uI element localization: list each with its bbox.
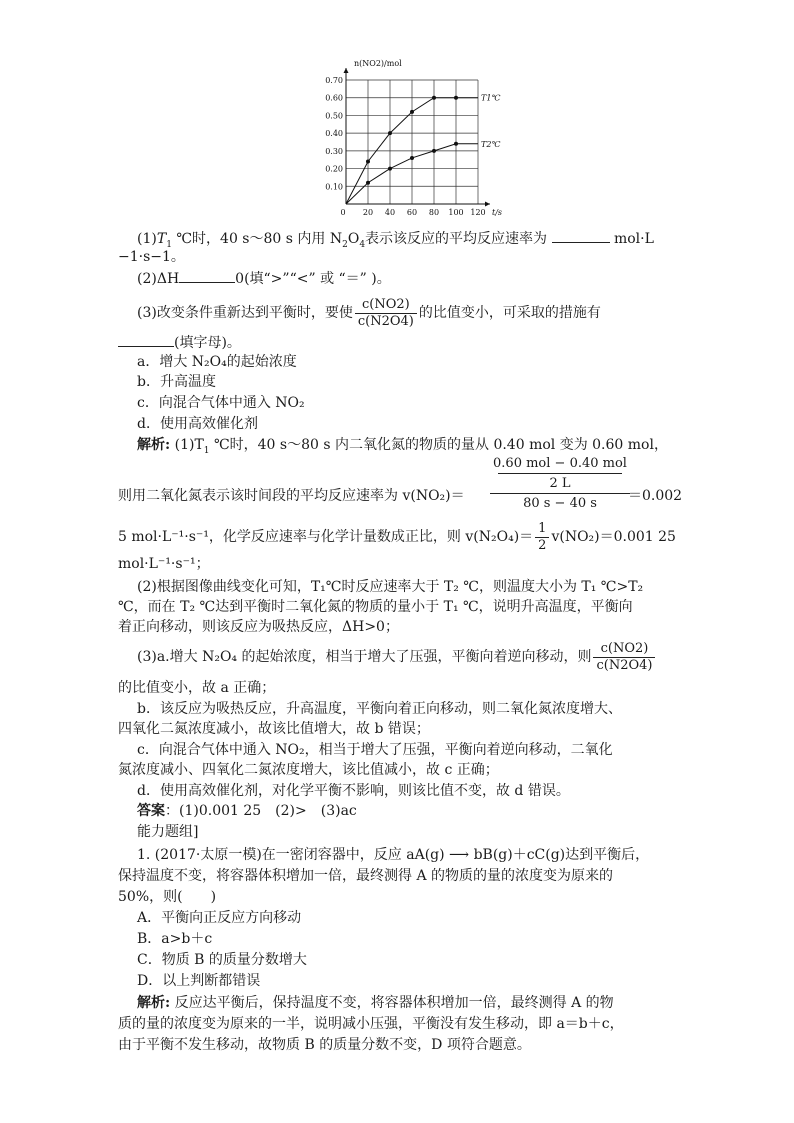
q1-text-d: 表示该反应的平均反应速率为 <box>365 231 548 247</box>
y-axis-label: n(NO2)/mol <box>354 59 402 68</box>
rate-fraction <box>490 454 630 513</box>
analysis-label: 解析: <box>137 437 171 453</box>
series-1-point-4 <box>432 149 436 153</box>
y-tick-0.60: 0.60 <box>325 93 343 103</box>
q1-unit: mol·L <box>613 231 654 247</box>
y-axis-arrow <box>344 68 349 73</box>
x-tick-100: 100 <box>448 208 464 217</box>
series-label-1: T2℃ <box>481 139 501 149</box>
q3-fraction <box>355 297 417 330</box>
analysis-p1-sub: 1 <box>203 445 210 456</box>
analysis-p3a: (3)a.增大 N₂O₄ 的起始浓度，相当于增大了压强，平衡向着逆向移动，则 <box>137 649 592 665</box>
series-0-point-1 <box>366 159 370 163</box>
half-fraction <box>535 521 549 554</box>
rate-frac-top: 0.60 mol − 0.40 mol <box>493 456 627 471</box>
x-tick-40: 40 <box>384 208 396 217</box>
p3-fraction <box>593 641 655 674</box>
analysis-p1b: ℃时，40 s～80 s 内二氧化氮的物质的量从 0.40 mol 变为 0.60 mol， <box>209 437 668 453</box>
analysis2-l1: 反应达平衡后，保持温度不变，将容器体积增加一倍，最终测得 A 的物 <box>170 995 614 1011</box>
analysis-line-p3 <box>137 640 657 674</box>
option-b: b．升高温度 <box>137 374 216 390</box>
analysis-p3g: d．使用高效催化剂，对化学平衡不影响，则该比值不变，故 d 错误。 <box>137 783 570 799</box>
analysis-p2a: (2)根据图像曲线变化可知，T₁℃时反应速率大于 T₂ ℃，则温度大小为 T₁ ℃>T₂ <box>137 579 644 595</box>
answer-text: ：(1)0.001 25 (2)> (3)ac <box>165 803 357 819</box>
q1-T-sub: 1 <box>166 239 172 250</box>
q1-sub-1: 2 <box>342 239 348 250</box>
q1-answer-blank[interactable] <box>552 228 610 243</box>
analysis-p3f: 氮浓度减小、四氧化二氮浓度增大，该比值减小，故 c 正确； <box>118 762 499 778</box>
y-tick-0.10: 0.10 <box>325 182 343 192</box>
q2-answer-blank[interactable] <box>179 268 235 283</box>
rate-frac-bot: 80 s − 40 s <box>523 496 597 511</box>
q3-line2-text: (填字母)。 <box>174 335 241 351</box>
q3-line2 <box>118 332 241 353</box>
question-3 <box>137 296 601 330</box>
y-tick-0.70: 0.70 <box>325 76 343 85</box>
analysis-p1d: ＝0.002 <box>628 488 683 504</box>
next-question-line-3: 50%，则( ) <box>118 889 217 905</box>
x-tick-80: 80 <box>428 208 440 217</box>
x-tick-60: 60 <box>406 208 418 217</box>
analysis-p1c: 则用二氧化氮表示该时间段的平均反应速率为 v(NO₂)＝ <box>118 488 465 504</box>
analysis-p3d: 四氧化二氮浓度减小，故该比值增大，故 b 错误； <box>118 721 430 737</box>
analysis2-l2: 质的量的浓度变为原来的一半，说明减小压强，平衡没有发生移动，即 a＝b＋c， <box>118 1016 624 1032</box>
analysis2-l3: 由于平衡不发生移动，故物质 B 的质量分数不变，D 项符合题意。 <box>118 1037 531 1053</box>
series-1-point-5 <box>454 142 458 146</box>
answer-label: 答案 <box>137 803 165 819</box>
analysis-p3b: 的比值变小，故 a 正确； <box>118 680 276 696</box>
option-d: d．使用高效催化剂 <box>137 416 258 432</box>
answer-line <box>137 801 357 821</box>
series-1-point-1 <box>366 181 370 185</box>
q2-label: (2)ΔH <box>137 271 180 287</box>
analysis-p1e: 5 mol·L⁻¹·s⁻¹，化学反应速率与化学计量数成正比，则 v(N₂O₄)＝ <box>118 529 534 545</box>
analysis-p1a: (1)T <box>170 437 204 453</box>
q3-frac-den: c(N2O4) <box>357 313 414 329</box>
q3-text-b: 的比值变小，可采取的措施有 <box>418 305 601 321</box>
series-0-point-3 <box>410 110 414 114</box>
q1-text-b: ℃时，40 s～80 s 内用 N <box>171 231 343 247</box>
q1-sub-2: 4 <box>359 239 366 250</box>
next-option-d: D．以上判断都错误 <box>137 973 261 989</box>
y-tick-0.30: 0.30 <box>325 146 343 156</box>
rate-frac-mid: 2 L <box>490 474 630 494</box>
x-axis-arrow <box>485 202 490 207</box>
q1-num: (1) <box>137 231 157 247</box>
q3-answer-blank[interactable] <box>118 332 174 347</box>
option-a: a．增大 N₂O₄的起始浓度 <box>137 354 297 370</box>
line-chart <box>318 58 508 220</box>
q3-frac-num: c(NO2) <box>355 297 417 314</box>
half-num: 1 <box>535 521 549 538</box>
x-tick-120: 120 <box>470 208 486 217</box>
next-option-b: B．a>b＋c <box>137 931 213 947</box>
q2-text: 0(填“>”“<” 或 “＝” )。 <box>235 271 391 287</box>
analysis-p3e: c．向混合气体中通入 NO₂，相当于增大了压强，平衡向着逆向移动，二氧化 <box>137 742 613 758</box>
y-tick-0.20: 0.20 <box>325 164 343 174</box>
option-c: c．向混合气体中通入 NO₂ <box>137 395 305 411</box>
analysis-p3c: b．该反应为吸热反应，升高温度，平衡向着正向移动，则二氧化氮浓度增大、 <box>137 701 622 717</box>
y-tick-0.50: 0.50 <box>325 111 343 121</box>
y-tick-0.40: 0.40 <box>325 129 343 139</box>
analysis-p1g: mol·L⁻¹·s⁻¹； <box>118 556 210 572</box>
analysis2-line-1 <box>137 993 614 1013</box>
series-1-point-3 <box>410 156 414 160</box>
series-0-point-5 <box>454 96 458 100</box>
next-question-line-2: 保持温度不变，将容器体积增加一倍，最终测得 A 的物质的量的浓度变为原来的 <box>118 868 614 884</box>
q1-text-c: O <box>347 231 360 247</box>
chart-svg <box>318 58 508 220</box>
analysis2-label: 解析: <box>137 995 171 1011</box>
x-tick-20: 20 <box>362 208 374 217</box>
p3-frac-den: c(N2O4) <box>596 657 653 673</box>
series-0-point-4 <box>432 96 436 100</box>
q3-text-a: (3)改变条件重新达到平衡时，要使 <box>137 305 353 321</box>
analysis-p1f: v(NO₂)＝0.001 25 <box>551 529 676 545</box>
q1-line2: −1·s−1。 <box>118 249 185 265</box>
next-option-c: C．物质 B 的质量分数增大 <box>137 952 307 968</box>
x-tick-0: 0 <box>340 208 346 217</box>
question-2 <box>137 268 391 289</box>
analysis-p2b: ℃，而在 T₂ ℃达到平衡时二氧化氮的物质的量小于 T₁ ℃，说明升高温度，平衡向 <box>118 599 633 615</box>
analysis-p2c: 着正向移动，则该反应为吸热反应，ΔH>0； <box>118 619 399 635</box>
x-axis-label: t/s <box>492 208 503 217</box>
p3-frac-num: c(NO2) <box>593 641 655 658</box>
analysis-line-3 <box>118 520 676 554</box>
q1-T: T <box>156 231 167 247</box>
series-0-point-2 <box>388 131 392 135</box>
next-option-a: A．平衡向正反应方向移动 <box>137 910 302 926</box>
question-1 <box>137 228 654 255</box>
half-den: 2 <box>538 537 547 553</box>
section-heading: 能力题组] <box>137 824 199 840</box>
series-label-0: T1℃ <box>481 93 501 103</box>
next-question-line-1: 1. (2017·太原一模)在一密闭容器中，反应 aA(g) ⟶ bB(g)＋cC(g)达到平衡后， <box>137 847 650 863</box>
series-1-point-2 <box>388 167 392 171</box>
